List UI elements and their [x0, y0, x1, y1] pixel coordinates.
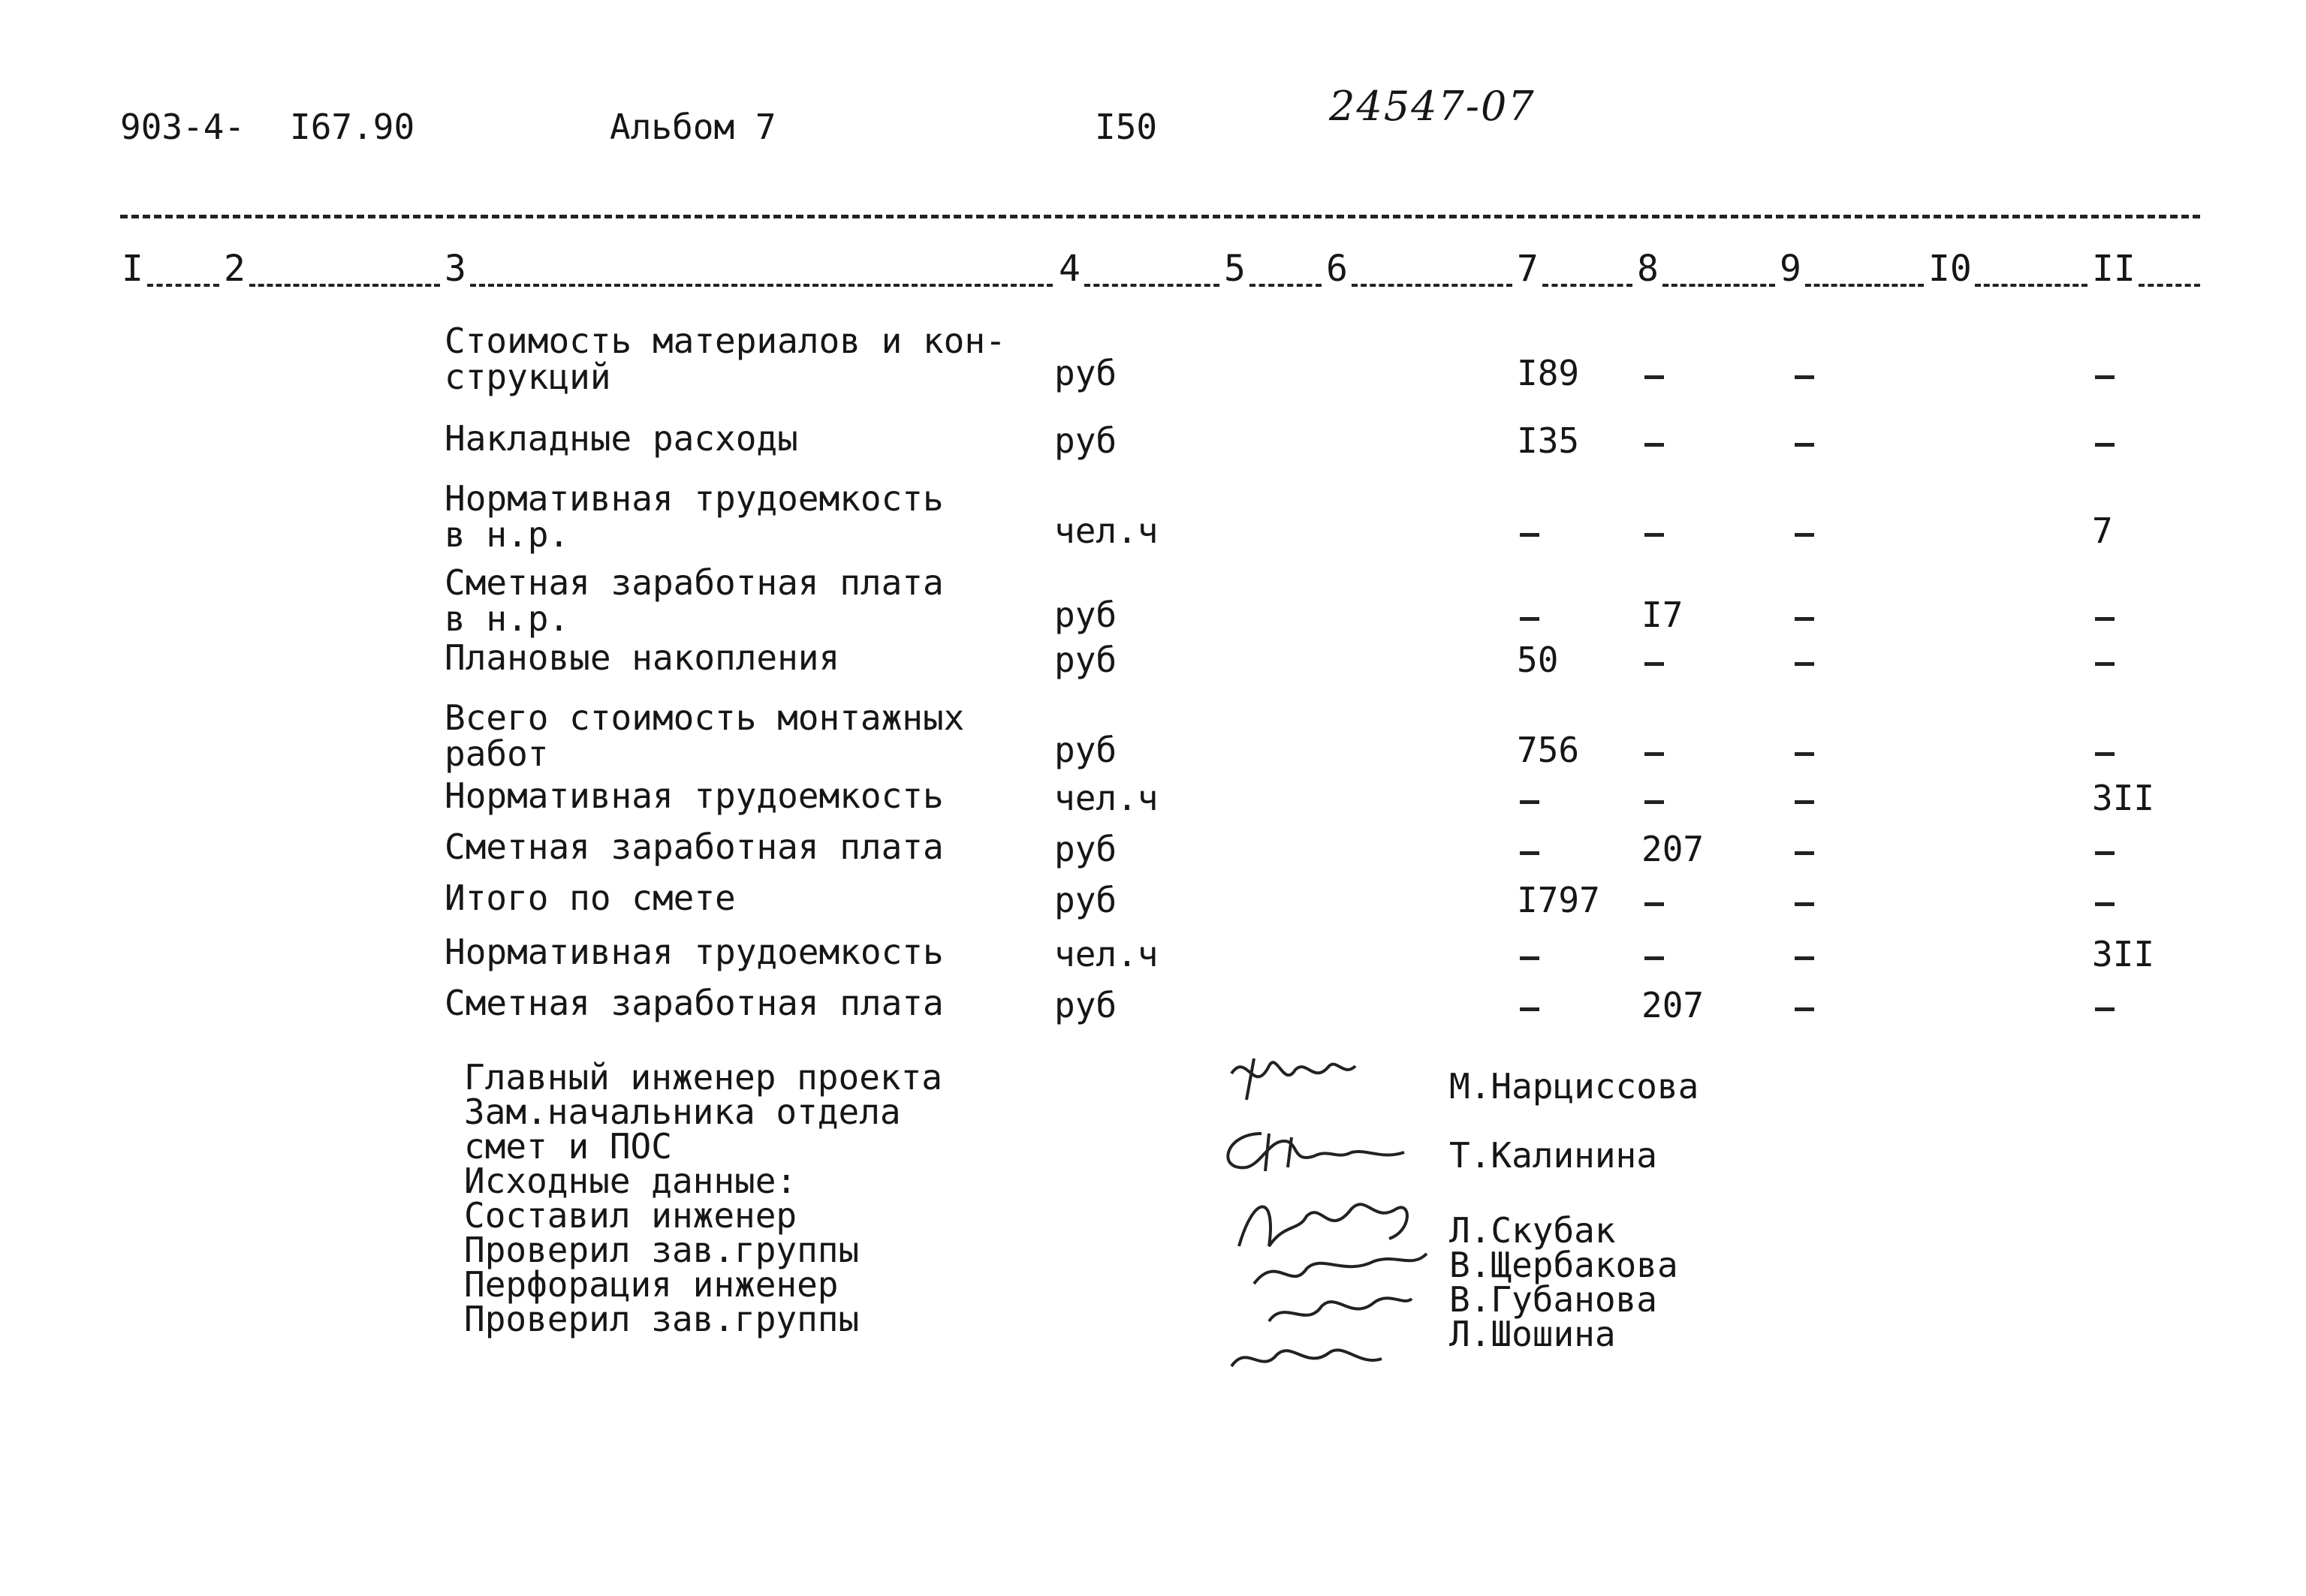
empty-dash-c7 [1520, 956, 1539, 960]
row-label: Стоимость материалов и кон- струкций [445, 321, 1006, 397]
row-unit: чел.ч [1054, 934, 1159, 974]
document-number: I67.90 [290, 107, 415, 147]
value-c11: 3II [2092, 934, 2155, 974]
column-number-3: 3 [445, 248, 466, 290]
empty-dash-c7 [1520, 800, 1539, 804]
signature-name: М.Нарциссова [1449, 1066, 1699, 1107]
empty-dash-c8 [1644, 533, 1664, 537]
column-number-5: 5 [1224, 248, 1246, 290]
row-unit: руб [1054, 595, 1117, 635]
empty-dash-c11 [2095, 752, 2115, 756]
empty-dash-c8 [1644, 662, 1664, 666]
column-number-1: I [122, 248, 143, 290]
row-label: Нормативная трудоемкость [445, 932, 944, 972]
signature-name: Л.Шошина [1449, 1314, 1616, 1354]
value-c7: I89 [1517, 353, 1580, 393]
value-c11: 7 [2092, 510, 2113, 551]
column-filler [1084, 284, 1219, 287]
column-number-7: 7 [1517, 248, 1539, 290]
handwritten-signature [1224, 1179, 1434, 1381]
column-number-8: 8 [1637, 248, 1659, 290]
row-unit: руб [1054, 420, 1117, 461]
empty-dash-c11 [2095, 851, 2115, 855]
value-c8: I7 [1641, 595, 1684, 635]
row-unit: руб [1054, 880, 1117, 920]
empty-dash-c9 [1795, 662, 1814, 666]
row-label: Нормативная трудоемкость в н.р. [445, 478, 944, 555]
column-filler [1805, 284, 1924, 287]
column-filler [1249, 284, 1322, 287]
row-unit: руб [1054, 829, 1117, 869]
empty-dash-c9 [1795, 902, 1814, 906]
empty-dash-c9 [1795, 533, 1814, 537]
column-filler [470, 284, 1053, 287]
empty-dash-c9 [1795, 443, 1814, 447]
column-number-9: 9 [1780, 248, 1801, 290]
column-filler [1542, 284, 1632, 287]
empty-dash-c8 [1644, 375, 1664, 379]
header-separator [120, 215, 2200, 218]
empty-dash-c9 [1795, 800, 1814, 804]
empty-dash-c9 [1795, 851, 1814, 855]
signature-name: В.Щербакова [1449, 1245, 1678, 1285]
column-number-2: 2 [224, 248, 246, 290]
row-label: Итого по смете [445, 878, 736, 918]
empty-dash-c7 [1520, 617, 1539, 621]
row-label: Плановые накопления [445, 637, 840, 678]
empty-dash-c8 [1644, 752, 1664, 756]
empty-dash-c8 [1644, 956, 1664, 960]
value-c11: 3II [2092, 778, 2155, 818]
value-c8: 207 [1641, 829, 1705, 869]
empty-dash-c11 [2095, 375, 2115, 379]
handwritten-signature [1224, 1043, 1359, 1111]
empty-dash-c11 [2095, 443, 2115, 447]
empty-dash-c11 [2095, 1007, 2115, 1011]
column-number-4: 4 [1059, 248, 1081, 290]
row-unit: чел.ч [1054, 510, 1159, 551]
empty-dash-c9 [1795, 375, 1814, 379]
empty-dash-c8 [1644, 800, 1664, 804]
album-label: Альбом 7 [610, 107, 776, 147]
column-number-11: II [2092, 248, 2136, 290]
empty-dash-c11 [2095, 617, 2115, 621]
column-filler [2139, 284, 2200, 287]
document-series: 903-4- [120, 107, 246, 147]
row-unit: руб [1054, 640, 1117, 680]
empty-dash-c9 [1795, 752, 1814, 756]
row-unit: руб [1054, 730, 1117, 770]
column-filler [1662, 284, 1775, 287]
row-unit: руб [1054, 353, 1117, 393]
empty-dash-c7 [1520, 851, 1539, 855]
row-label: Всего стоимость монтажных работ [445, 697, 965, 774]
column-filler [147, 284, 219, 287]
column-filler [249, 284, 440, 287]
row-unit: чел.ч [1054, 778, 1159, 818]
value-c7: 756 [1517, 730, 1580, 770]
column-number-6: 6 [1326, 248, 1348, 290]
handwritten-signature [1216, 1119, 1412, 1186]
value-c7: I35 [1517, 420, 1580, 461]
empty-dash-c9 [1795, 1007, 1814, 1011]
handwritten-code: 24547-07 [1329, 83, 1536, 130]
row-label: Сметная заработная плата [445, 983, 944, 1023]
page-number: I50 [1095, 107, 1158, 147]
row-label: Сметная заработная плата в н.р. [445, 562, 944, 639]
empty-dash-c9 [1795, 617, 1814, 621]
signature-name: Л.Скубак [1449, 1210, 1616, 1251]
row-label: Накладные расходы [445, 418, 798, 459]
empty-dash-c8 [1644, 443, 1664, 447]
value-c8: 207 [1641, 985, 1705, 1025]
value-c7: I797 [1517, 880, 1600, 920]
signature-name: В.Губанова [1449, 1279, 1657, 1320]
empty-dash-c9 [1795, 956, 1814, 960]
row-label: Нормативная трудоемкость [445, 775, 944, 816]
empty-dash-c11 [2095, 662, 2115, 666]
signature-roles: Главный инженер проекта Зам.начальника отдела смет и ПОС Исходные данные: Составил инженер Проверил зав.группы Перфорация инженер Проверил зав.группы [464, 1057, 942, 1339]
value-c7: 50 [1517, 640, 1559, 680]
signature-name: Т.Калинина [1449, 1135, 1657, 1176]
row-unit: руб [1054, 985, 1117, 1025]
empty-dash-c7 [1520, 533, 1539, 537]
column-filler [1352, 284, 1512, 287]
column-number-10: I0 [1928, 248, 1972, 290]
empty-dash-c11 [2095, 902, 2115, 906]
column-filler [1975, 284, 2087, 287]
empty-dash-c8 [1644, 902, 1664, 906]
row-label: Сметная заработная плата [445, 827, 944, 867]
empty-dash-c7 [1520, 1007, 1539, 1011]
